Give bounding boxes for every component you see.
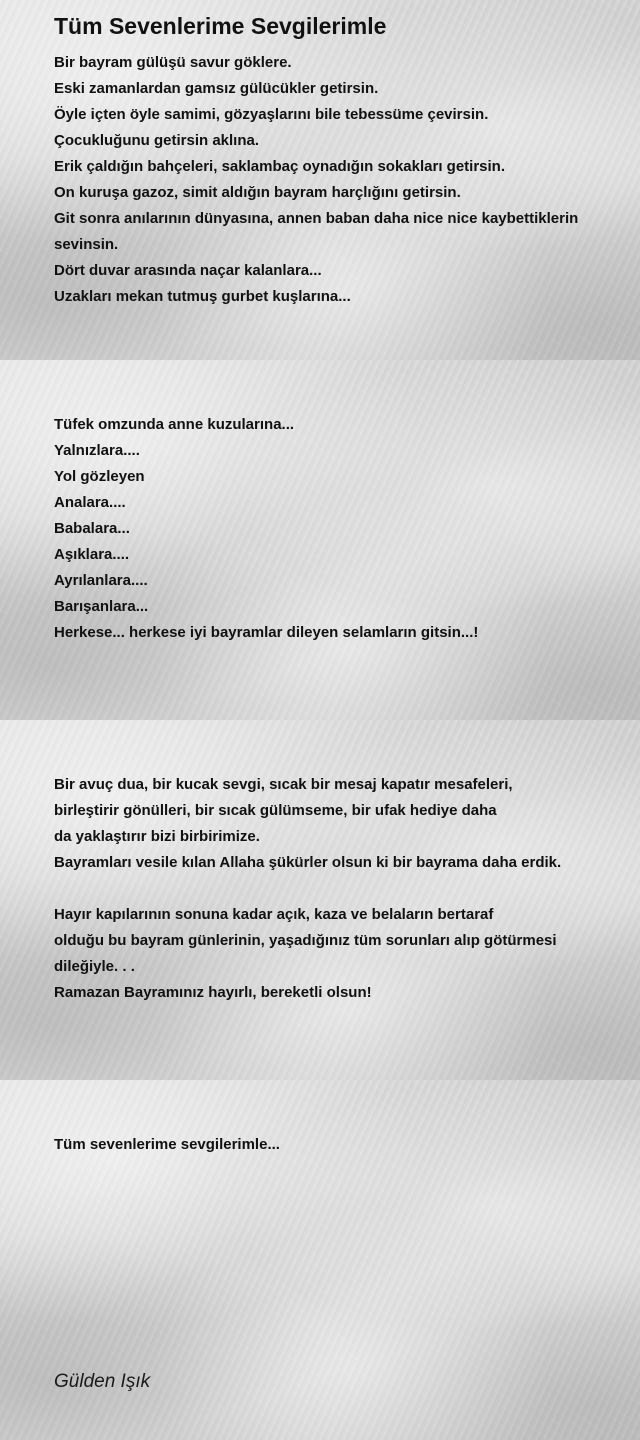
poem-line: olduğu bu bayram günlerinin, yaşadığınız tüm sorunları alıp götürmesi	[54, 932, 557, 949]
poem-line: Ramazan Bayramınız hayırlı, bereketli olsun!	[54, 984, 372, 1001]
poem-line: Öyle içten öyle samimi, gözyaşlarını bile tebessüme çevirsin.	[54, 106, 489, 123]
stanza-2	[54, 412, 634, 646]
stanza-1	[54, 50, 634, 310]
poem-line: Analara....	[54, 494, 126, 511]
poem-line: da yaklaştırır bizi birbirimize.	[54, 828, 260, 845]
poem-line: Babalara...	[54, 520, 130, 537]
poem-line: Erik çaldığın bahçeleri, saklambaç oynadığın sokakları getirsin.	[54, 158, 506, 175]
author-name: Gülden Işık	[54, 1371, 151, 1392]
poem-line: Uzakları mekan tutmuş gurbet kuşlarına...	[54, 288, 351, 305]
poem-panel-2	[0, 360, 640, 720]
poem-line: Hayır kapılarının sonuna kadar açık, kaza ve belaların bertaraf	[54, 906, 494, 923]
poem-line: Ayrılanlara....	[54, 572, 148, 589]
poem-line: Yol gözleyen	[54, 468, 145, 485]
poem-title: Tüm Sevenlerime Sevgilerimle	[54, 13, 387, 39]
poem-line: Yalnızlara....	[54, 442, 140, 459]
poem-line: birleştirir gönülleri, bir sıcak gülümseme, bir ufak hediye daha	[54, 802, 497, 819]
poem-line: Bir bayram gülüşü savur göklere.	[54, 54, 292, 71]
stanza-3	[54, 772, 634, 1006]
poem-line: Barışanlara...	[54, 598, 149, 615]
poem-panel-1	[0, 0, 640, 360]
poem-line: Bayramları vesile kılan Allaha şükürler olsun ki bir bayrama daha erdik.	[54, 854, 562, 871]
poem-blank-line	[54, 876, 634, 902]
poem-line: Herkese... herkese iyi bayramlar dileyen selamların gitsin...!	[54, 624, 479, 641]
poem-line: Git sonra anılarının dünyasına, annen baban daha nice nice kaybettiklerin sevinsin.	[54, 210, 579, 253]
poem-line: Tüm sevenlerime sevgilerimle...	[54, 1136, 280, 1153]
poem-line: On kuruşa gazoz, simit aldığın bayram harçlığını getirsin.	[54, 184, 461, 201]
poem-line: Aşıklara....	[54, 546, 130, 563]
poem-line: Çocukluğunu getirsin aklına.	[54, 132, 260, 149]
stanza-4	[54, 1132, 634, 1158]
poem-panel-4	[0, 1080, 640, 1440]
poem-panel-3	[0, 720, 640, 1080]
poem-line: Tüfek omzunda anne kuzularına...	[54, 416, 295, 433]
poem-line: Eski zamanlardan gamsız gülücükler getirsin.	[54, 80, 379, 97]
poem-line: dileğiyle. . .	[54, 958, 135, 975]
poem-line: Dört duvar arasında naçar kalanlara...	[54, 262, 322, 279]
poem-line: Bir avuç dua, bir kucak sevgi, sıcak bir mesaj kapatır mesafeleri,	[54, 776, 513, 793]
